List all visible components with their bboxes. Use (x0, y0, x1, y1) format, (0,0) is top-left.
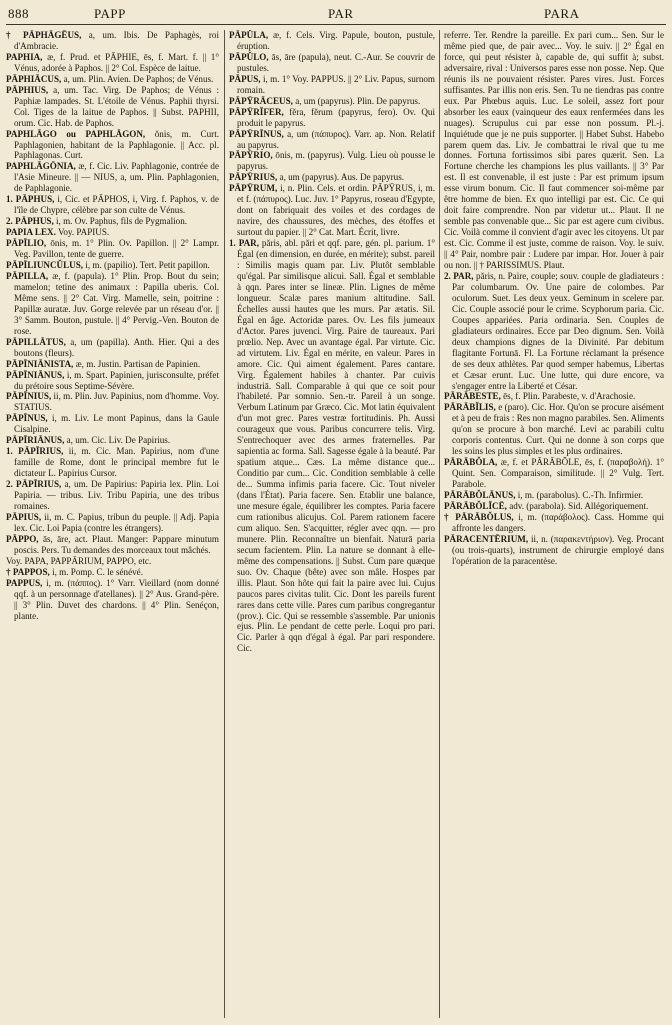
entry-definition: ii, m. C. Papius, tribun du peuple. || Adj. Papia lex. Cic. Loi Papia (contre les étrangers). (14, 511, 219, 533)
dictionary-entry (6, 85, 219, 129)
column-2 (229, 30, 435, 1020)
dictionary-entry (6, 567, 219, 578)
entry-headword: PAPHLĀGO ou PAPHLĀGON, (6, 128, 146, 139)
dictionary-entry (444, 512, 664, 534)
column-divider (224, 30, 225, 1018)
dictionary-entry (6, 370, 219, 392)
entry-definition: i, Cic. et PĀPHOS, i, Virg. f. Paphos, v. de l'île de Chypre, célèbre par son culte de Vénus. (14, 194, 219, 216)
dictionary-entry (444, 391, 664, 402)
dictionary-entry (6, 578, 219, 622)
dictionary-entry (6, 391, 219, 413)
dictionary-entry (444, 490, 664, 501)
dictionary-entry (229, 129, 435, 151)
dictionary-entry (6, 260, 219, 271)
entry-definition: a, um. Cic. Liv. De Papirius. (66, 435, 171, 446)
dictionary-entry (6, 446, 219, 479)
dictionary-entry (6, 271, 219, 337)
dictionary-entry (6, 129, 219, 162)
entry-definition: æ, f. et PĀRĀBŎLE, ēs, f. (παραβολή). 1° Quint. Sen. Comparaison, similitude. || 2° Vulg. Tert. Parabole. (452, 457, 664, 490)
entry-definition: a, um (papilla). Anth. Hier. Qui a des boutons (fleurs). (14, 336, 219, 358)
entry-headword: PĀPHIĀCUS, (6, 73, 62, 84)
entry-headword: PĀPĪNUS, (6, 413, 48, 424)
entry-headword: PĀPȲRĀCEUS, (229, 95, 293, 106)
dictionary-entry (6, 30, 219, 52)
dictionary-entry (6, 74, 219, 85)
entry-headword: 1. PĀPĪRIUS, (6, 446, 64, 457)
entry-definition: ii, m. Cic. Man. Papirius, nom d'une famille de Rome, dont le principal membre fut le dictateur L. Papirius Cursor. (14, 446, 219, 479)
entry-definition: æ, f. Cic. Liv. Paphlagonie, contrée de l'Asie Mineure. || — NIUS, a, um. Plin. Paphlagonien, de Paphlagonie. (14, 161, 219, 194)
dictionary-entry (444, 30, 664, 271)
entry-definition: a, um. Plin. Avien. De Paphos; de Vénus. (63, 73, 214, 84)
guide-word-left: PAPP (94, 6, 126, 21)
entry-definition: æ, m. Justin. Partisan de Papinien. (75, 358, 201, 369)
entry-headword: † PĀRĀBŎLUS, (444, 511, 514, 522)
entry-headword: PAPHLĀGŌNIA, (6, 161, 76, 172)
entry-headword: 1. PAR, (229, 238, 259, 249)
dictionary-entry (6, 413, 219, 435)
entry-definition: æ, f. Cels. Virg. Papule, bouton, pustule, éruption. (237, 30, 435, 51)
entry-headword: 2. PĀPHUS, (6, 216, 54, 227)
dictionary-entry (229, 74, 435, 96)
entry-headword: PĀPȲRIO, (229, 150, 273, 161)
dictionary-entry (6, 512, 219, 534)
entry-headword: PĀRĀBESTE, (444, 391, 501, 402)
entry-headword: PĀPȲRĬFER, (229, 106, 284, 117)
running-header (8, 6, 664, 24)
entry-definition: a, um. Tac. Virg. De Paphos; de Vénus : Paphiæ lampades. St. L'étoile de Vénus. Paphii thyrsi. Col. Tiges de la laitue de Paphos. || Subst. PAPHII, orum. Cic. Hab. de Paphos. (14, 84, 219, 128)
dictionary-entry (229, 30, 435, 52)
entry-definition: æ, f. (papula). 1° Plin. Prop. Bout du sein; mamelon; tetine des animaux : Papilla uberis. Col. Même sens. || 2° Cat. Virg. Mamelle, sein, poitrine : Papillæ auratæ. Juv. Gorge relevée par un réseau d'or. || 3° Samm. Bouton, pustule. || 4° Pervig.-Ven. Bouton de rose. (14, 270, 219, 336)
entry-definition: i, m. (papilio). Tert. Petit papillon. (85, 260, 210, 271)
column-divider (439, 30, 440, 1018)
entry-definition: ēs, f. Plin. Parabeste, v. d'Arachosie. (503, 391, 636, 402)
entry-headword: † PĀPHĀGĒUS, (6, 30, 82, 40)
entry-headword: PĀPĪLIUNCŬLUS, (6, 260, 84, 271)
entry-headword: PĀPHIUS, (6, 84, 49, 95)
dictionary-entry (6, 194, 219, 216)
entry-definition: i, m. (παράβολος). Cass. Homme qui affronte les dangers. (452, 511, 664, 533)
entry-headword: PĀPUS, (229, 73, 261, 84)
entry-headword: PĀPȲRĪNUS, (229, 128, 284, 139)
dictionary-entry (6, 337, 219, 359)
dictionary-entry (6, 216, 219, 227)
dictionary-entry (6, 435, 219, 446)
entry-definition: Voy. PAPIUS. (57, 227, 110, 238)
dictionary-entry (229, 238, 435, 654)
entry-headword: PĀPĪNIUS, (6, 391, 52, 402)
dictionary-entry (6, 556, 219, 567)
dictionary-entry (6, 359, 219, 370)
entry-headword: PAPIA LEX. (6, 227, 56, 238)
entry-headword: PĀPPO, (6, 533, 39, 544)
dictionary-entry (444, 402, 664, 457)
dictionary-entry (444, 534, 664, 567)
entry-definition: a, um (papyrus). Plin. De papyrus. (295, 95, 421, 106)
entry-definition: a, um (papyrus). Aus. De papyrus. (279, 172, 405, 183)
entry-definition: ii, m. Plin. Juv. Papinius, nom d'homme. Voy. STATIUS. (14, 391, 219, 413)
entry-headword: PĀRĀBŎLA, (444, 457, 498, 468)
entry-headword: † PAPPOS, (6, 566, 50, 577)
dictionary-entry (229, 52, 435, 74)
dictionary-entry (444, 271, 664, 391)
entry-definition: æ, f. Prud. et PĀPHIE, ēs, f. Mart. f. || 1° Vénus, adorée à Paphos. || 2° Col. Espèce de laitue. (14, 51, 219, 73)
entry-headword: PĀRĀBĬLIS, (444, 402, 496, 413)
entry-definition: i, m. Liv. Le mont Papinus, dans la Gaule Cisalpine. (14, 413, 219, 435)
entry-headword: PĀRĀBŎLĀNUS, (444, 490, 516, 501)
column-3 (444, 30, 664, 1020)
entry-headword: PĀPȲRIUS, (229, 172, 278, 183)
entry-headword: PĀPĪNIĀNISTA, (6, 358, 74, 369)
entry-definition: a, um. De Papirius: Papiria lex. Plin. Loi Papiria. — tribus. Liv. Tribu Papiria, une des tribus romaines. (14, 479, 219, 511)
dictionary-entry (229, 150, 435, 172)
entry-headword: PĀPIUS, (6, 511, 42, 522)
entry-headword: 1. PĀPHUS, (6, 194, 55, 205)
entry-definition: ŏnis, m. Curt. Paphlagonien, habitant de la Paphlagonie. || Acc. pl. Paphlagonas. Curt. (14, 128, 219, 161)
entry-definition: ās, āre (papula), neut. C.-Aur. Se couvrir de pustules. (237, 51, 435, 73)
entry-headword: PĀPȲRUM, (229, 183, 278, 194)
dictionary-entry (6, 161, 219, 194)
guide-word-center: PAR (328, 6, 354, 21)
entry-definition: Voy. PAPA, PAPPĀRIUM, PAPPO, etc. (6, 555, 152, 566)
entry-definition: păris, abl. pări et qqf. pare, gén. pl. parium. 1° Égal (en dimension, en durée, en mérite); subst. pareil : Similis magis quam par. Liv. Plutôt semblable qu'égal. Par similisque alicui. Sall. Égal et semblable à qqn. Pares inter se lineæ. Plin. Lignes de même longueur. Scalæ pares manium altitudine. Sall. Échelles aussi hautes que les murs. Par ætatis. Sil. Égal en âge. Actoridæ pares. Ov. Les fils jumeaux d'Actor. Pares juvenci. Virg. Paire de taureaux. Pari prœlio. Nep. Avec un avantage égal. Par virtute. Cic. ad virtutem. Liv. Égal en mérite, en valeur. Pares in amore. Cic. Qui aiment également. Pares cantare. Virg. Également habiles à chanter. Par cuivis industriā. Sall. Comparable à qui que ce soit pour l'habileté. Par somnio. Sen.-tr. Pareil à un songe. Verbum Latinum par Græco. Cic. Mot latin équivalent d'un mot grec. Pares vestræ fortitudinis. Ph. Aussi courageux que vous. Paribus concurrere telis. Virg. S'entrechoquer avec des armes fraternelles. Par sapientia ac forma. Sall. Sagesse égale à la beauté. Par spatium atque... Cæs. La même distance que... Conditio par cum... Cic. Condition semblable à celle de... Summa infimis paria facere. Cic. Tout niveler (dans l'État). Paria facere. Sen. Etablir une balance, une mesure égale, équilibrer les comptes. Paria facere cum rationibus alicujus. Col. Parem rationem facere cum aliquo. Sen. S'acquitter, régler avec qqn. — pro munere. Plin. Reconnaître un bienfait. Naturā paria secum facientem. Plin. La nature se donnant à elle-même des compensations. || Subst. Cum pare quæque suo. Ov. Chaque (bête) avec son mâle. Hospes par illis. Plaut. Son hôte qui fait la paire avec lui. Cujus paucos pares civitas tulit. Cic. Dont les pareils furent rares dans cette ville. Pares cum paribus congregantur (prov.). Cic. Qui se ressemble s'assemble. Par unionis ejus. Plin. Le pendant de cette perle. Loqui pro pari. Cic. Parler à qqn d'égal à égal. Par pari respondere. Cic. (237, 238, 435, 654)
entry-headword: PĀPILLĀTUS, (6, 336, 66, 347)
entry-headword: PĀPILLA, (6, 270, 49, 281)
column-1 (6, 30, 219, 1020)
entry-headword: PĀPĪLIO, (6, 238, 47, 249)
entry-headword: PĀPŬLO, (229, 51, 269, 62)
dictionary-entry (444, 501, 664, 512)
entry-headword: PĀRACENTĒRIUM, (444, 533, 529, 544)
entry-definition: e (paro). Cic. Hor. Qu'on se procure aisément et à peu de frais : Res non magno parabiles. Sen. Aliments qu'on se procure à bon marché. Levi ac parabili cultu corporis contentus. Curt. Qui ne donne à son corps que les soins les plus simples et les plus ordinaires. (452, 402, 664, 457)
dictionary-entry (6, 238, 219, 260)
header-rule (6, 24, 666, 25)
entry-definition: referre. Ter. Rendre la pareille. Ex pari cum... Sen. Sur le même pied que, de pair avec... Voy. le suiv. || 2° Égal en force, qui peut résister à, capable de, qui suffit à; subst. adversaire, rival : Universos pares esse non posse. Nep. Que réunis ils ne pouvaient résister. Pares vires. Just. Forces suffisantes. Par illis non eris. Sen. Tu ne tiendras pas contre eux. Par Phœbus aquis. Luc. Le soleil, assez fort pour absorber les eaux (vainqueur des eaux renfermées dans les nuages). Scrupulus cui par esse non possum. Pl.-j. Inquiétude que je ne puis supporter. || Habet Subst. Habebo parem quem das. Liv. Je combattrai le rival que tu me donnes. Fortuna fortissimos sibi pares quærit. Sen. La Fortune cherche les champions les plus vaillants. || 3° Par est. Il est convenable, il est juste : Par est primum ipsum esse virum bonum. Cic. Il faut commencer soi-même par être homme de bien. Ex quo intelligi par est. Cic. Ce qui doit faire comprendre. Non par videtur ut... Plaut. Il ne semble pas convenable que... Sic par est agere cum civibus. Cic. Voilà comme il convient d'agir avec les citoyens. Ut par est. Cic. Comme il est juste, comme de raison. Voy. le suiv. || 4° Pair, nombre pair : Ludere par impar. Hor. Jouer à pair ou non. || † PARISSIMUS. Plaut. (444, 30, 664, 271)
guide-word-right: PARA (544, 6, 580, 21)
entry-definition: ōnis, m. (papyrus). Vulg. Lieu où pousse le papyrus. (237, 150, 435, 172)
entry-definition: ōnis, m. 1° Plin. Ov. Papillon. || 2° Lampr. Veg. Pavillon, tente de guerre. (14, 238, 219, 260)
entry-definition: i, m. Pomp. C. le sénévé. (52, 566, 143, 577)
entry-definition: fĕra, fĕrum (papyrus, fero). Ov. Qui produit le papyrus. (237, 106, 435, 128)
entry-definition: i, m. (πάππος). 1° Varr. Vieillard (nom donné qqf. à un personnage d'atellanes). || 2° Aus. Grand-père. || 3° Plin. Duvet des chardons. || 4° Plin. Senéçon, plante. (14, 577, 219, 621)
dictionary-entry (229, 183, 435, 238)
page-number: 888 (8, 6, 29, 21)
dictionary-entry (444, 457, 664, 490)
entry-definition: i, m. 1° Voy. PAPPUS. || 2° Liv. Papus, surnom romain. (237, 73, 435, 95)
entry-headword: PAPHIA, (6, 51, 43, 62)
dictionary-entry (229, 107, 435, 129)
entry-headword: 2. PĀPĪRIUS, (6, 479, 62, 490)
entry-headword: PĀPĪNIĀNUS, (6, 369, 65, 380)
entry-headword: PĀRĀBŎLĬCĒ, (444, 500, 507, 511)
entry-definition: adv. (parabola). Sid. Allégoriquement. (509, 500, 649, 511)
entry-definition: i, m. (parabolus). C.-Th. Infirmier. (517, 490, 644, 501)
entry-headword: 2. PAR, (444, 270, 474, 281)
dictionary-entry (6, 479, 219, 512)
dictionary-entry (229, 172, 435, 183)
dictionary-entry (229, 96, 435, 107)
dictionary-entry (6, 227, 219, 238)
entry-definition: i, n. Plin. Cels. et ordin. PĀPȲRUS, i, m. et f. (πάπυρος). Luc. Juv. 1° Papyrus, roseau d'Egypte, dont on fabriquait des voiles et des cordages de navire, des chaussures, des mèches, des étoffes et surtout du papier. || 2° Cat. Mart. Écrit, livre. (237, 183, 435, 238)
entry-definition: i, m. Spart. Papinien, jurisconsulte, préfet du prétoire sous Septime-Sévère. (14, 369, 219, 391)
entry-definition: a, um (πάπυρος). Varr. ap. Non. Relatif au papyrus. (237, 128, 435, 150)
entry-headword: PĀPĪRIĀNUS, (6, 435, 65, 446)
entry-definition: ās, āre, act. Plaut. Manger: Pappare minutum poscis. Pers. Tu demandes des morceaux tout mâchés. (14, 533, 219, 555)
dictionary-entry (6, 534, 219, 556)
entry-definition: i, m. Ov. Paphus, fils de Pygmalion. (56, 216, 188, 227)
entry-definition: a, um. Ibis. De Paphagès, roi d'Ambracie. (14, 30, 219, 51)
dictionary-entry (6, 52, 219, 74)
entry-headword: PĀPŬLA, (229, 30, 269, 40)
entry-definition: ii, n. (παρακεντήριον). Veg. Procant (ou trois-quarts), instrument de chirurgie employé dans l'opération de la paracentèse. (452, 533, 664, 566)
entry-headword: PAPPUS, (6, 577, 43, 588)
entry-definition: păris, n. Paire, couple; souv. couple de gladiateurs : Par columbarum. Ov. Une paire de colombes. Par oculorum. Suet. Les deux yeux. Geminum in scelere par. Cic. Couple associé pour le crime. Scyphorum paria. Cic. Coupes appariées. Paria ordinaria. Sen. Couples de gladiateurs ordinaires. Ecce par Deo dignum. Sen. Voilà deux champions dignes de la Divinité. Par debitum flagitante Fortunā. Fl. La Fortune réclamant la présence de ses deux athlètes. Par quod semper habemus, Libertas et Cæsar erunt. Luc. Une lutte, qui dure encore, va s'engager entre la Liberté et César. (452, 270, 664, 391)
